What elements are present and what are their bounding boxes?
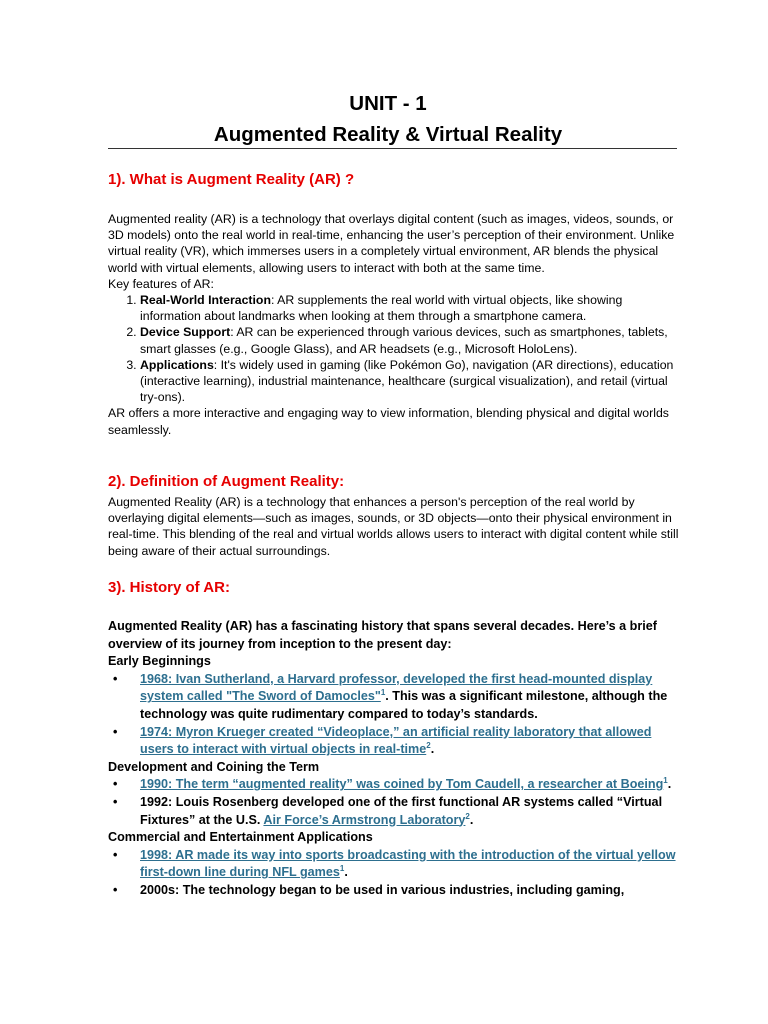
event-list — [108, 776, 680, 829]
feature-term: Applications — [140, 357, 214, 372]
subject-title: Augmented Reality & Virtual Reality — [213, 123, 563, 146]
unit-title: UNIT - 1 — [349, 92, 427, 115]
footnote-ref[interactable]: 1 — [663, 776, 668, 786]
section2-heading: 2). Definition of Augment Reality: — [108, 473, 345, 490]
event-item — [140, 776, 680, 794]
event-rest: . — [469, 812, 474, 827]
event-link[interactable]: 1990: The term “augmented reality” was coined by Tom Caudell, a researcher at Boeing — [140, 777, 664, 792]
event-list — [108, 671, 680, 759]
section2-text: Augmented Reality (AR) is a technology that enhances a person's perception of the real world by overlaying digital elements—such as images, sounds, or 3D objects—onto their physical environment in real-time. This blending of the real and virtual worlds allows users to interact with digital content while still being aware of their actual surroundings. — [108, 495, 679, 558]
features-label: Key features of AR: — [108, 276, 214, 291]
group-label: Development and Coining the Term — [108, 759, 320, 774]
event-list — [108, 847, 680, 900]
footnote-ref[interactable]: 2 — [465, 811, 470, 821]
section1-body — [108, 211, 680, 438]
feature-text: : It's widely used in gaming (like Pokémon Go), navigation (AR directions), education (interactive learning), industrial maintenance, healthcare (surgical visualization), and retail (virtual try-ons). — [140, 357, 674, 405]
footnote-ref[interactable]: 1 — [339, 864, 345, 874]
feature-term: Device Support — [140, 325, 231, 340]
title-block — [80, 88, 696, 150]
footnote-ref[interactable]: 1 — [380, 688, 386, 698]
feature-text: : AR can be experienced through various devices, such as smartphones, tablets, smart glasses (e.g., Google Glass), and AR headsets (e.g., Microsoft HoloLens). — [140, 325, 668, 356]
event-pre: 1992: Louis Rosenberg developed one of the first functional AR systems called “Virtual Fixtures” at the U.S. — [140, 794, 663, 827]
feature-item — [140, 324, 680, 356]
event-rest: . — [344, 865, 348, 880]
event-link[interactable]: Air Force’s Armstrong Laboratory — [263, 812, 466, 827]
event-item — [140, 847, 680, 882]
feature-text: : AR supplements the real world with virtual objects, like showing information about landmarks when looking at them through a smartphone camera. — [140, 293, 623, 324]
event-rest: . This was a significant milestone, although the technology was quite rudimentary compared to today’s standards. — [140, 689, 668, 721]
event-pre: 2000s: The technology began to be used in various industries, including gaming, — [140, 882, 625, 897]
section3-heading: 3). History of AR: — [108, 579, 230, 596]
event-rest: . — [430, 742, 435, 757]
section1-closing: AR offers a more interactive and engaging way to view information, blending physical and digital worlds seamlessly. — [108, 406, 669, 437]
event-item — [140, 794, 680, 829]
features-list — [108, 292, 680, 405]
section1-heading: 1). What is Augment Reality (AR) ? — [108, 171, 355, 188]
event-item — [140, 882, 680, 900]
section1-intro: Augmented reality (AR) is a technology that overlays digital content (such as images, videos, sounds, or 3D models) onto the real world in real-time, enhancing the user’s perception of their environment. Unlike virtual reality (VR), which immerses users in a completely virtual environment, AR blends the physical world with virtual elements, allowing users to interact with both at the same time. — [108, 212, 675, 275]
feature-item — [140, 357, 680, 406]
event-rest: . — [667, 777, 672, 792]
feature-item — [140, 292, 680, 324]
event-link[interactable]: 1974: Myron Krueger created “Videoplace,” an artificial reality laboratory that allowed users to interact with virtual objects in real-time — [140, 724, 652, 757]
history-body — [108, 618, 680, 900]
event-link[interactable]: 1998: AR made its way into sports broadcasting with the introduction of the virtual yellow first-down line during NFL games — [140, 847, 676, 880]
title-divider — [108, 148, 677, 149]
feature-term: Real-World Interaction — [140, 293, 271, 308]
event-item — [140, 724, 680, 759]
section2-body — [108, 494, 680, 559]
group-label: Early Beginnings — [108, 654, 211, 669]
event-link[interactable]: 1968: Ivan Sutherland, a Harvard professor, developed the first head-mounted display system called "The Sword of Damocles" — [140, 671, 653, 704]
group-label: Commercial and Entertainment Applications — [108, 830, 373, 845]
event-item — [140, 671, 680, 724]
footnote-ref[interactable]: 2 — [426, 740, 431, 750]
history-intro: Augmented Reality (AR) has a fascinating history that spans several decades. Here’s a brief overview of its journey from inception to the present day: — [108, 619, 657, 651]
